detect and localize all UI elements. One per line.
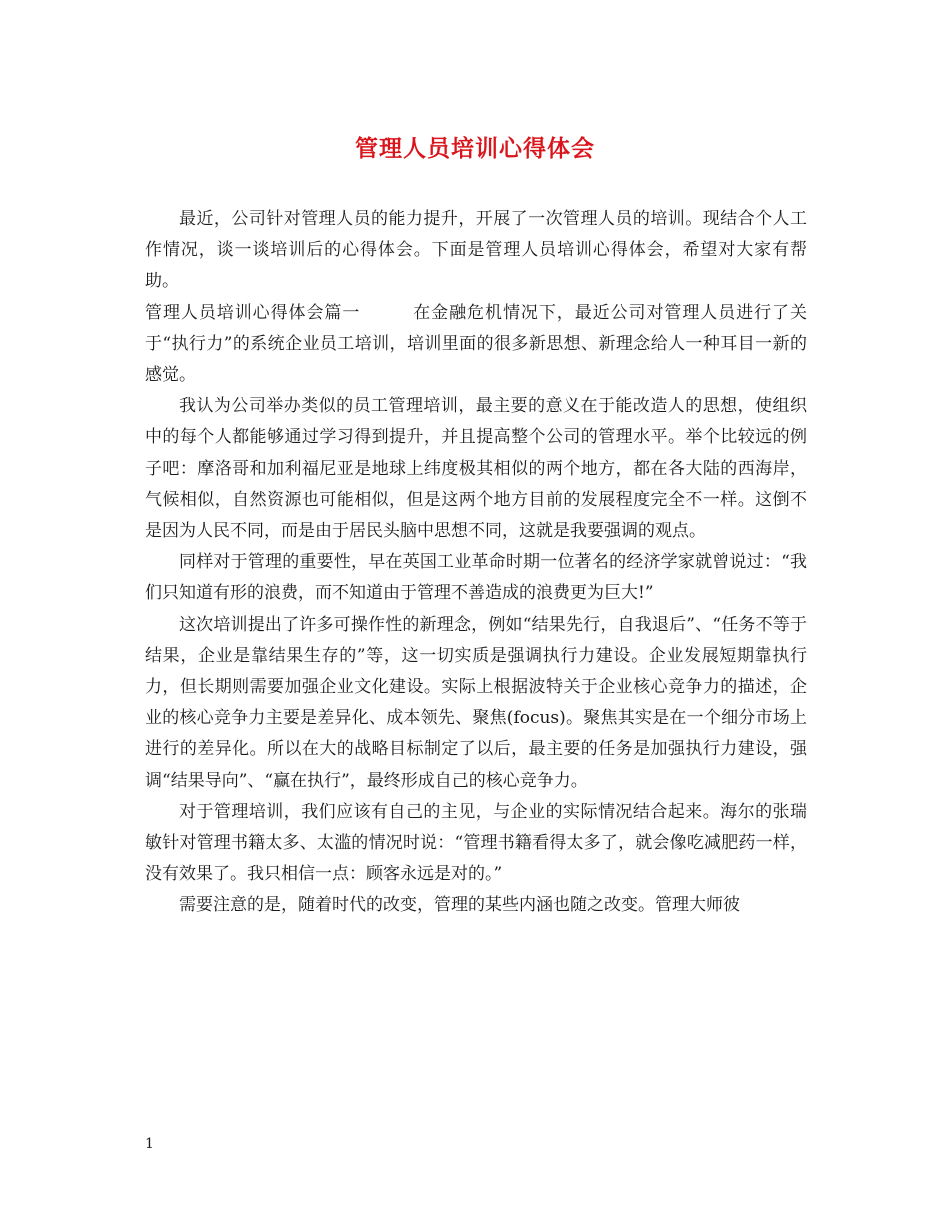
document-body [145, 204, 807, 922]
section-heading: 管理人员培训心得体会篇一 [145, 302, 361, 323]
section-paragraph [145, 298, 807, 392]
section-first-text: 在金融危机情况下，最近公司对管理人员进行了关于“执行力”的系统企业员工培训，培训里面的很多新思想、新理念给人一种耳目一新的感觉。 [145, 302, 808, 386]
document-title: 管理人员培训心得体会 [355, 135, 595, 162]
body-paragraph: 对于管理培训，我们应该有自己的主见，与企业的实际情况结合起来。海尔的张瑞敏针对管理书籍太多、太滥的情况时说：“管理书籍看得太多了，就会像吃减肥药一样，没有效果了。我只相信一点：顾客永远是对的。” [145, 801, 807, 885]
body-paragraph: 同样对于管理的重要性，早在英国工业革命时期一位著名的经济学家就曾说过：“我们只知道有形的浪费，而不知道由于管理不善造成的浪费更为巨大!” [145, 552, 807, 604]
intro-paragraph: 最近，公司针对管理人员的能力提升，开展了一次管理人员的培训。现结合个人工作情况，谈一谈培训后的心得体会。下面是管理人员培训心得体会，希望对大家有帮助。 [145, 209, 807, 292]
body-paragraph: 需要注意的是，随着时代的改变，管理的某些内涵也随之改变。管理大师彼 [179, 895, 740, 916]
body-paragraph: 我认为公司举办类似的员工管理培训，最主要的意义在于能改造人的思想，使组织中的每个人都能够通过学习得到提升，并且提高整个公司的管理水平。举个比较远的例子吧：摩洛哥和加利福尼亚是地球上纬度极其相似的两个地方，都在各大陆的西海岸，气候相似，自然资源也可能相似，但是这两个地方目前的发展程度完全不一样。这倒不是因为人民不同，而是由于居民头脑中思想不同，这就是我要强调的观点。 [145, 396, 807, 542]
page-number: 1 [145, 1136, 154, 1152]
body-paragraph: 这次培训提出了许多可操作性的新理念，例如“结果先行，自我退后”、“任务不等于结果，企业是靠结果生存的”等，这一切实质是强调执行力建设。企业发展短期靠执行力，但长期则需要加强企业文化建设。实际上根据波特关于企业核心竞争力的描述，企业的核心竞争力主要是差异化、成本领先、聚焦(focus)。聚焦其实是在一个细分市场上进行的差异化。所以在大的战略目标制定了以后，最主要的任务是加强执行力建设，强调“结果导向”、“赢在执行”，最终形成自己的核心竞争力。 [145, 614, 807, 791]
